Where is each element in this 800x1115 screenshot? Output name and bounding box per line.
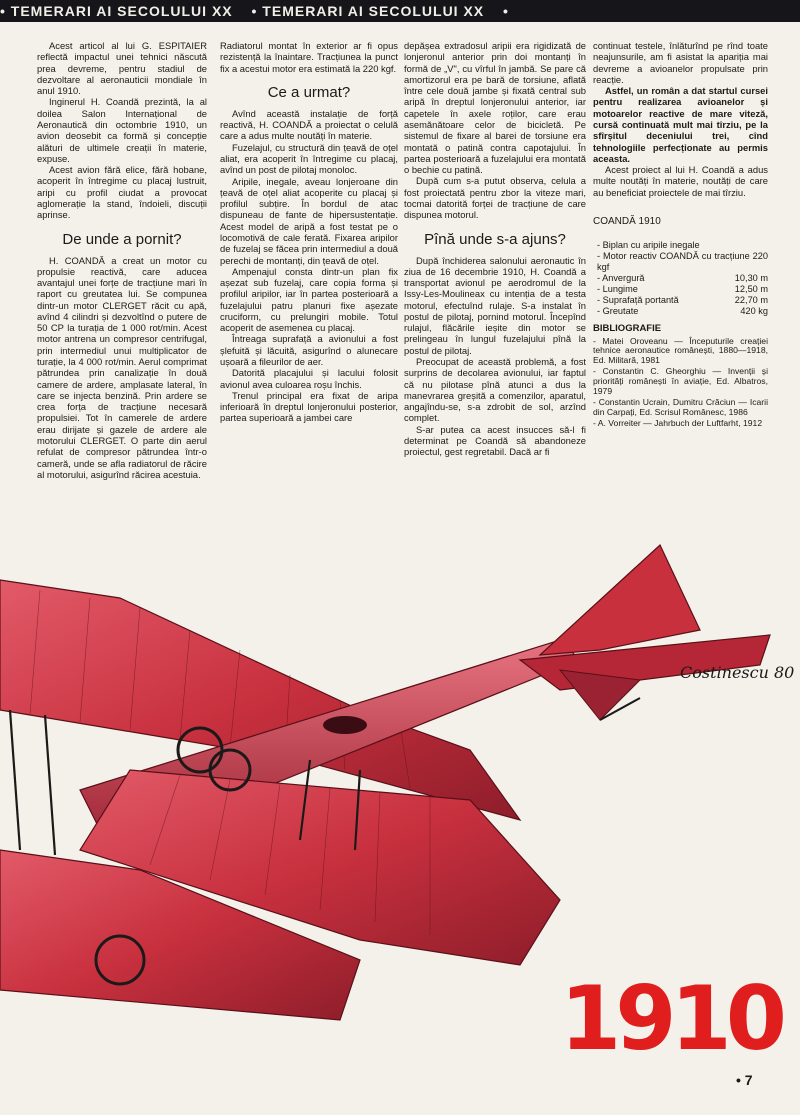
spec-label: - Biplan cu aripile inegale bbox=[597, 239, 700, 250]
bibliography-item: - Matei Oroveanu — Începuturile creației tehnice aeronautice românești, 1880—1918, Ed. Militară, 1981 bbox=[593, 335, 768, 366]
paragraph: Avînd această instalație de forță reactivă, H. COANDĂ a proiectat o celulă care a adus multe noutăți în materie. bbox=[220, 107, 398, 142]
bibliography-item: - Constantin Ucrain, Dumitru Crăciun — Icarii din Carpați, Ed. Scrisul Românesc, 1986 bbox=[593, 396, 768, 417]
spec-value: 10,30 m bbox=[734, 273, 768, 284]
year-logo: 1910 bbox=[560, 967, 781, 1070]
header-banner bbox=[0, 0, 800, 22]
section-heading-where: Pînă unde s-a ajuns? bbox=[424, 230, 566, 248]
paragraph: Acest articol al lui G. ESPITAIER reflectă impactul unei tehnici născută prea devreme, pentru stadiul de dezvoltare al aeronauticii mondiale în anul 1910. bbox=[37, 40, 207, 97]
paragraph: Aripile, inegale, aveau lonjeroane din țeavă de oțel aliat acoperite cu placaj și profilul subțire. În bordul de atac dispuneau de fante de hipersustentație. Acest model de aripă a fost testat pe o locomotivă de cale ferată. Fixarea aripilor de fuzelaj se făcea prin intermediul a două perechi de montanți, din țeavă de oțel. bbox=[220, 175, 398, 266]
paragraph: S-ar putea ca acest insucces să-l fi determinat pe Coandă să abandoneze proiectul, gest regretabil. Dacă ar fi bbox=[404, 423, 586, 458]
spec-label: - Motor reactiv COANDĂ cu tracțiune 220 kgf bbox=[597, 250, 768, 272]
column-1 bbox=[37, 40, 207, 480]
spec-list bbox=[597, 240, 768, 317]
spec-label: - Greutate bbox=[597, 306, 639, 317]
spec-item bbox=[597, 240, 768, 251]
bibliography-item: - A. Vorreiter — Jahrbuch der Luftfarht, 1912 bbox=[593, 417, 763, 428]
paragraph: Trenul principal era fixat de aripa inferioară în dreptul lonjeronului posterior, partea superioară a jambei care bbox=[220, 389, 398, 424]
column-3 bbox=[404, 40, 586, 458]
tail-fin bbox=[540, 545, 700, 655]
paragraph-emphasis: Astfel, un român a dat startul cursei pentru realizarea avioanelor și motoarelor reactive de mare viteză, cursă continuată mult mai tîrziu, pe la sfîrșitul deceniului trei, cînd tehnologiile perfecționate au permis aceasta. bbox=[593, 85, 768, 164]
paragraph: Datorită placajului și lacului folosit avionul avea culoarea roșu închis. bbox=[220, 367, 398, 390]
spec-item bbox=[597, 251, 768, 273]
banner-text: • bbox=[503, 3, 509, 19]
column-2 bbox=[220, 40, 398, 424]
bibliography-list bbox=[593, 337, 768, 429]
spec-label: - Anvergură bbox=[597, 273, 645, 284]
paragraph: depășea extradosul aripii era rigidizată de lonjeronul anterior prin doi montanți în formă de „V", cu vîrful în jambă. Se pare că amortizorul era pe bară de torsiune, aflată între cele două jambe și fixată central sub aripă în dreptul lonjeronului anterior, iar capetele în axele roților, care erau asemănătoare celor de bicicletă. Pe sistemul de fixare al barei de torsiune era montată o patină contra capotajului. În partea posterioară a fuzelajului era montată o bechie cu patină. bbox=[404, 40, 586, 176]
spec-label: - Suprafață portantă bbox=[597, 295, 679, 306]
spec-label: - Lungime bbox=[597, 284, 638, 295]
cockpit bbox=[323, 716, 367, 734]
paragraph: Acest avion fără elice, fără hobane, acoperit în întregime cu placaj lustruit, aripi cu profil ciudat a provocat aglomerație la stand, îndoieli, discuții aprinse. bbox=[37, 164, 207, 221]
paragraph: După închiderea salonului aeronautic în ziua de 16 decembrie 1910, H. Coandă a transportat avionul pe aerodromul de la Issy-Les-Moulineax cu intenția de a testa motorul, efectuînd rulaje. S-a instalat în postul de pilotaj, pornind motorul. Începînd rulajul, flăcările ieșite din motor se prelingeau în lungul fuzelajului pînă la postul de pilotaj. bbox=[404, 254, 586, 356]
paragraph: Radiatorul montat în exterior ar fi opus rezistență la înaintare. Tracțiunea la punct fix a acestui motor era estimată la 220 kgf. bbox=[220, 40, 398, 74]
spec-value: 12,50 m bbox=[734, 284, 768, 295]
paragraph: După cum s-a putut observa, celula a fost proiectată pentru zbor la viteze mari, tocmai datorită forței de tracțiune de care dispunea motorul. bbox=[404, 175, 586, 221]
bibliography-item: - Constantin C. Gheorghiu — Invenții și priorități românești în aviație, Ed. Albatros, 1979 bbox=[593, 366, 768, 396]
paragraph: Ampenajul consta dintr-un plan fix așezat sub fuzelaj, care copia forma și profilul aripilor, iar în partea posterioară a fuzelajului patru planuri fixe așezate cruciform, cu prelungiri mobile. Totul acoperit de asemenea cu placaj. bbox=[220, 265, 398, 334]
spec-value: 22,70 m bbox=[734, 295, 768, 306]
paragraph: Inginerul H. Coandă prezintă, la al doilea Salon Internațional de Aeronautică din octombrie 1910, un avion deosebit ca formă și concepție alături de ultimele creații în materie, expuse. bbox=[37, 96, 207, 164]
spec-item bbox=[597, 273, 768, 284]
spec-title: COANDĂ 1910 bbox=[593, 215, 661, 227]
paragraph: Întreaga suprafață a avionului a fost șlefuită și lăcuită, asigurînd o alunecare ușoară a fileurilor de aer. bbox=[220, 333, 398, 368]
spec-item bbox=[597, 284, 768, 295]
bibliography-heading: BIBLIOGRAFIE bbox=[593, 323, 662, 335]
section-heading-next: Ce a urmat? bbox=[267, 83, 351, 101]
coanda-1910-illustration bbox=[0, 520, 800, 1030]
paragraph: continuat testele, înlăturînd pe rînd toate neajunsurile, am fi asistat la apariția mai devreme a avioanelor propulsate prin reacție. bbox=[593, 40, 768, 85]
paragraph: Acest proiect al lui H. Coandă a adus multe noutăți în materie, noutăți de care au beneficiat proiectele de mai tîrziu. bbox=[593, 164, 768, 198]
page-number: • 7 bbox=[736, 1072, 753, 1088]
spec-item bbox=[597, 306, 768, 317]
paragraph: H. COANDĂ a creat un motor cu propulsie reactivă, care aducea avantajul unei forțe de tracțiune mari în raport cu greutatea lui. Se compunea dintr-un motor CLERGET răcit cu apă, avînd 4 cilindri și dezvoltînd o putere de 50 CP la turația de 1 000 rot/min. Acest motor antrena un compresor centrifugal, prin intermediul unui multiplicator de turație, la 4 000 rot/min. Aerul comprimat pătrundea prin canalizație în două camere de ardere, amplasate lateral, în care se injecta benzină. Prin ardere se crea forța de tracțiune necesară propulsiei. Tot în camerele de ardere erau dirijate și gazele de ardere ale motorului CLERGET. O parte din aerul refulat de compresor pătrundea într-o cameră, unde se afla radiatorul de răcire al motorului, asigurînd răcirea acestuia. bbox=[37, 254, 207, 480]
spec-value: 420 kg bbox=[740, 306, 768, 317]
paragraph: Fuzelajul, cu structură din țeavă de oțel aliat, era acoperit în întregime cu placaj, avînd un post de pilotaj monoloc. bbox=[220, 141, 398, 176]
banner-text: • TEMERARI AI SECOLULUI XX bbox=[251, 3, 485, 19]
spec-item bbox=[597, 295, 768, 306]
banner-text: • TEMERARI AI SECOLULUI XX bbox=[0, 3, 233, 19]
artist-signature: Costinescu 80 bbox=[680, 663, 795, 682]
section-heading-origin: De unde a pornit? bbox=[62, 230, 182, 248]
column-4 bbox=[593, 40, 768, 429]
paragraph: Preocupat de această problemă, a fost surprins de decolarea avionului, iar faptul că nu pilotase pînă atunci a dus la manevrarea greșită a comenzilor, aparatul, angajîndu-se, s-a zdrobit de sol, arzînd complet. bbox=[404, 356, 586, 424]
